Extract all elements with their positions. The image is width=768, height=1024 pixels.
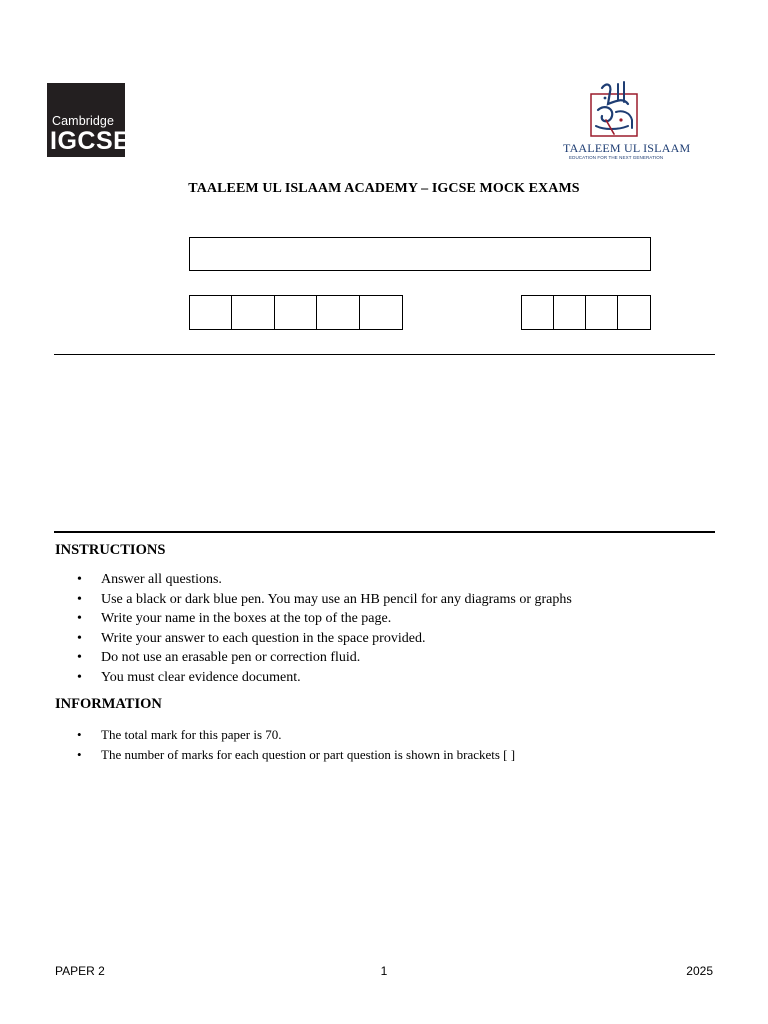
candidate-number-cell[interactable] xyxy=(522,296,554,329)
information-title: INFORMATION xyxy=(55,696,162,712)
instruction-item: • Do not use an erasable pen or correction fluid. xyxy=(55,648,715,668)
candidate-number-cell[interactable] xyxy=(586,296,618,329)
centre-number-boxes xyxy=(189,295,403,330)
centre-number-cell[interactable] xyxy=(190,296,232,329)
instructions-list xyxy=(55,570,715,687)
instruction-item: • Write your answer to each question in the space provided. xyxy=(55,629,715,649)
footer-year: 2025 xyxy=(686,964,713,978)
cambridge-igcse-logo xyxy=(47,83,131,157)
centre-number-cell[interactable] xyxy=(317,296,359,329)
information-list xyxy=(55,725,715,764)
centre-number-cell[interactable] xyxy=(360,296,402,329)
taaleem-logo-name: TAALEEM UL ISLAAM xyxy=(563,141,691,155)
divider-top xyxy=(54,354,715,355)
instruction-item: • You must clear evidence document. xyxy=(55,668,715,688)
instruction-item: • Write your name in the boxes at the top of the page. xyxy=(55,609,715,629)
centre-number-cell[interactable] xyxy=(275,296,317,329)
cambridge-logo-line2: IGCSE xyxy=(50,127,131,155)
taaleem-logo-tagline: EDUCATION FOR THE NEXT GENERATION xyxy=(569,155,664,160)
footer-paper-label: PAPER 2 xyxy=(55,964,105,978)
instruction-item: • Answer all questions. xyxy=(55,570,715,590)
footer-page-number: 1 xyxy=(380,964,388,978)
candidate-number-cell[interactable] xyxy=(554,296,586,329)
information-item: • The number of marks for each question or part question is shown in brackets [ ] xyxy=(55,745,715,765)
taaleem-ul-islaam-logo xyxy=(560,80,691,164)
instruction-item: • Use a black or dark blue pen. You may use an HB pencil for any diagrams or graphs xyxy=(55,590,715,610)
divider-bottom xyxy=(54,531,715,533)
candidate-name-box[interactable] xyxy=(189,237,651,271)
information-item: • The total mark for this paper is 70. xyxy=(55,725,715,745)
candidate-number-cell[interactable] xyxy=(618,296,650,329)
centre-number-cell[interactable] xyxy=(232,296,274,329)
calligraphy-mark-icon xyxy=(588,80,644,140)
exam-heading: TAALEEM UL ISLAAM ACADEMY – IGCSE MOCK EXAMS xyxy=(188,181,580,196)
cambridge-logo-line1: Cambridge xyxy=(52,114,115,128)
candidate-number-boxes xyxy=(521,295,651,330)
instructions-title: INSTRUCTIONS xyxy=(55,542,166,558)
